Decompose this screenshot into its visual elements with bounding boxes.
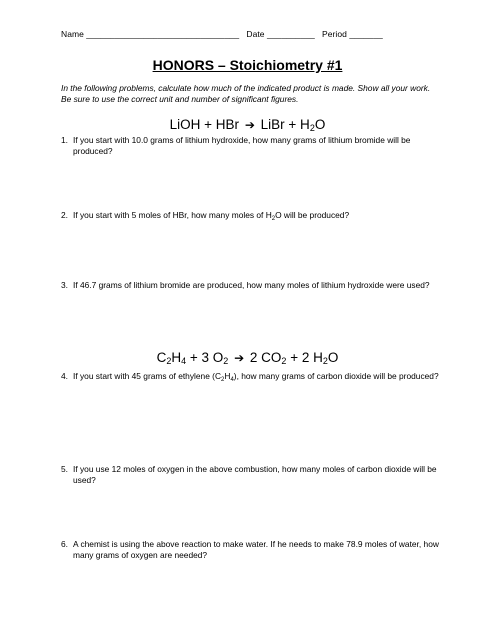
question-text: If you start with 10.0 grams of lithium hydroxide, how many grams of lithium bromide will be produced? <box>73 135 411 156</box>
question-number: 1. <box>61 135 68 145</box>
equation2-part: O <box>327 350 339 365</box>
question-text: If 46.7 grams of lithium bromide are produced, how many moles of lithium hydroxide were used? <box>73 280 430 290</box>
question-4 <box>61 371 441 382</box>
equation2-subscript: 2 <box>322 356 328 366</box>
equation2-part: H <box>171 350 182 365</box>
equation2-subscript: 4 <box>181 356 187 366</box>
equation1-subscript: 2 <box>309 123 315 133</box>
question-text-part: If you start with 5 moles of HBr, how many moles of H <box>73 210 272 220</box>
question-3 <box>61 280 441 291</box>
equation2-subscript: 2 <box>166 356 172 366</box>
question-2 <box>61 210 441 221</box>
question-text-part: If you start with 45 grams of ethylene (C <box>73 371 222 381</box>
reaction-arrow-icon: ➔ <box>244 118 255 132</box>
equation2-subscript: 2 <box>223 356 229 366</box>
question-subscript: 2 <box>271 216 276 222</box>
reaction-arrow-icon: ➔ <box>234 351 245 365</box>
equation2-part: C <box>156 350 167 365</box>
period-label: Period <box>322 29 347 39</box>
question-text <box>73 210 441 221</box>
question-text <box>73 371 441 382</box>
question-5 <box>61 464 441 486</box>
date-label: Date <box>246 29 265 39</box>
question-subscript: 2 <box>221 377 225 383</box>
question-1 <box>61 135 441 157</box>
question-number: 6. <box>61 539 68 549</box>
equation1-rhs-end: O <box>314 117 326 132</box>
question-6 <box>61 539 441 561</box>
question-text-part: ), how many grams of carbon dioxide will be produced? <box>233 371 439 381</box>
question-text: A chemist is using the above reaction to make water. If he needs to make 78.9 moles of water, how many grams of oxygen are needed? <box>73 539 439 560</box>
equation2-part: + 3 O <box>186 350 224 365</box>
name-label: Name <box>61 29 84 39</box>
page-title: HONORS – Stoichiometry #1 <box>152 57 343 73</box>
equation2-part: 2 CO <box>249 350 282 365</box>
date-blank: __________ <box>267 29 315 39</box>
question-number: 2. <box>61 210 68 220</box>
equation2-subscript: 2 <box>281 356 287 366</box>
period-blank: _______ <box>349 29 383 39</box>
instructions: In the following problems, calculate how much of the indicated product is made. Show all your work. Be sure to use the correct unit and number of significant figures. <box>61 83 431 104</box>
name-blank: ________________________________ <box>86 29 240 39</box>
question-subscript: 4 <box>230 377 234 383</box>
question-number: 3. <box>61 280 68 290</box>
equation-lithium-reaction <box>0 117 495 132</box>
equation1-rhs: LiBr + H <box>260 117 310 132</box>
equation-ethylene-combustion <box>0 350 495 365</box>
question-text-part: H <box>224 371 231 381</box>
header-line <box>61 29 441 39</box>
question-number: 5. <box>61 464 68 474</box>
question-number: 4. <box>61 371 68 381</box>
question-text-part: O will be produced? <box>275 210 350 220</box>
equation2-part: + 2 H <box>286 350 323 365</box>
equation1-lhs: LiOH + HBr <box>169 117 240 132</box>
question-text: If you use 12 moles of oxygen in the above combustion, how many moles of carbon dioxide will be used? <box>73 464 437 485</box>
